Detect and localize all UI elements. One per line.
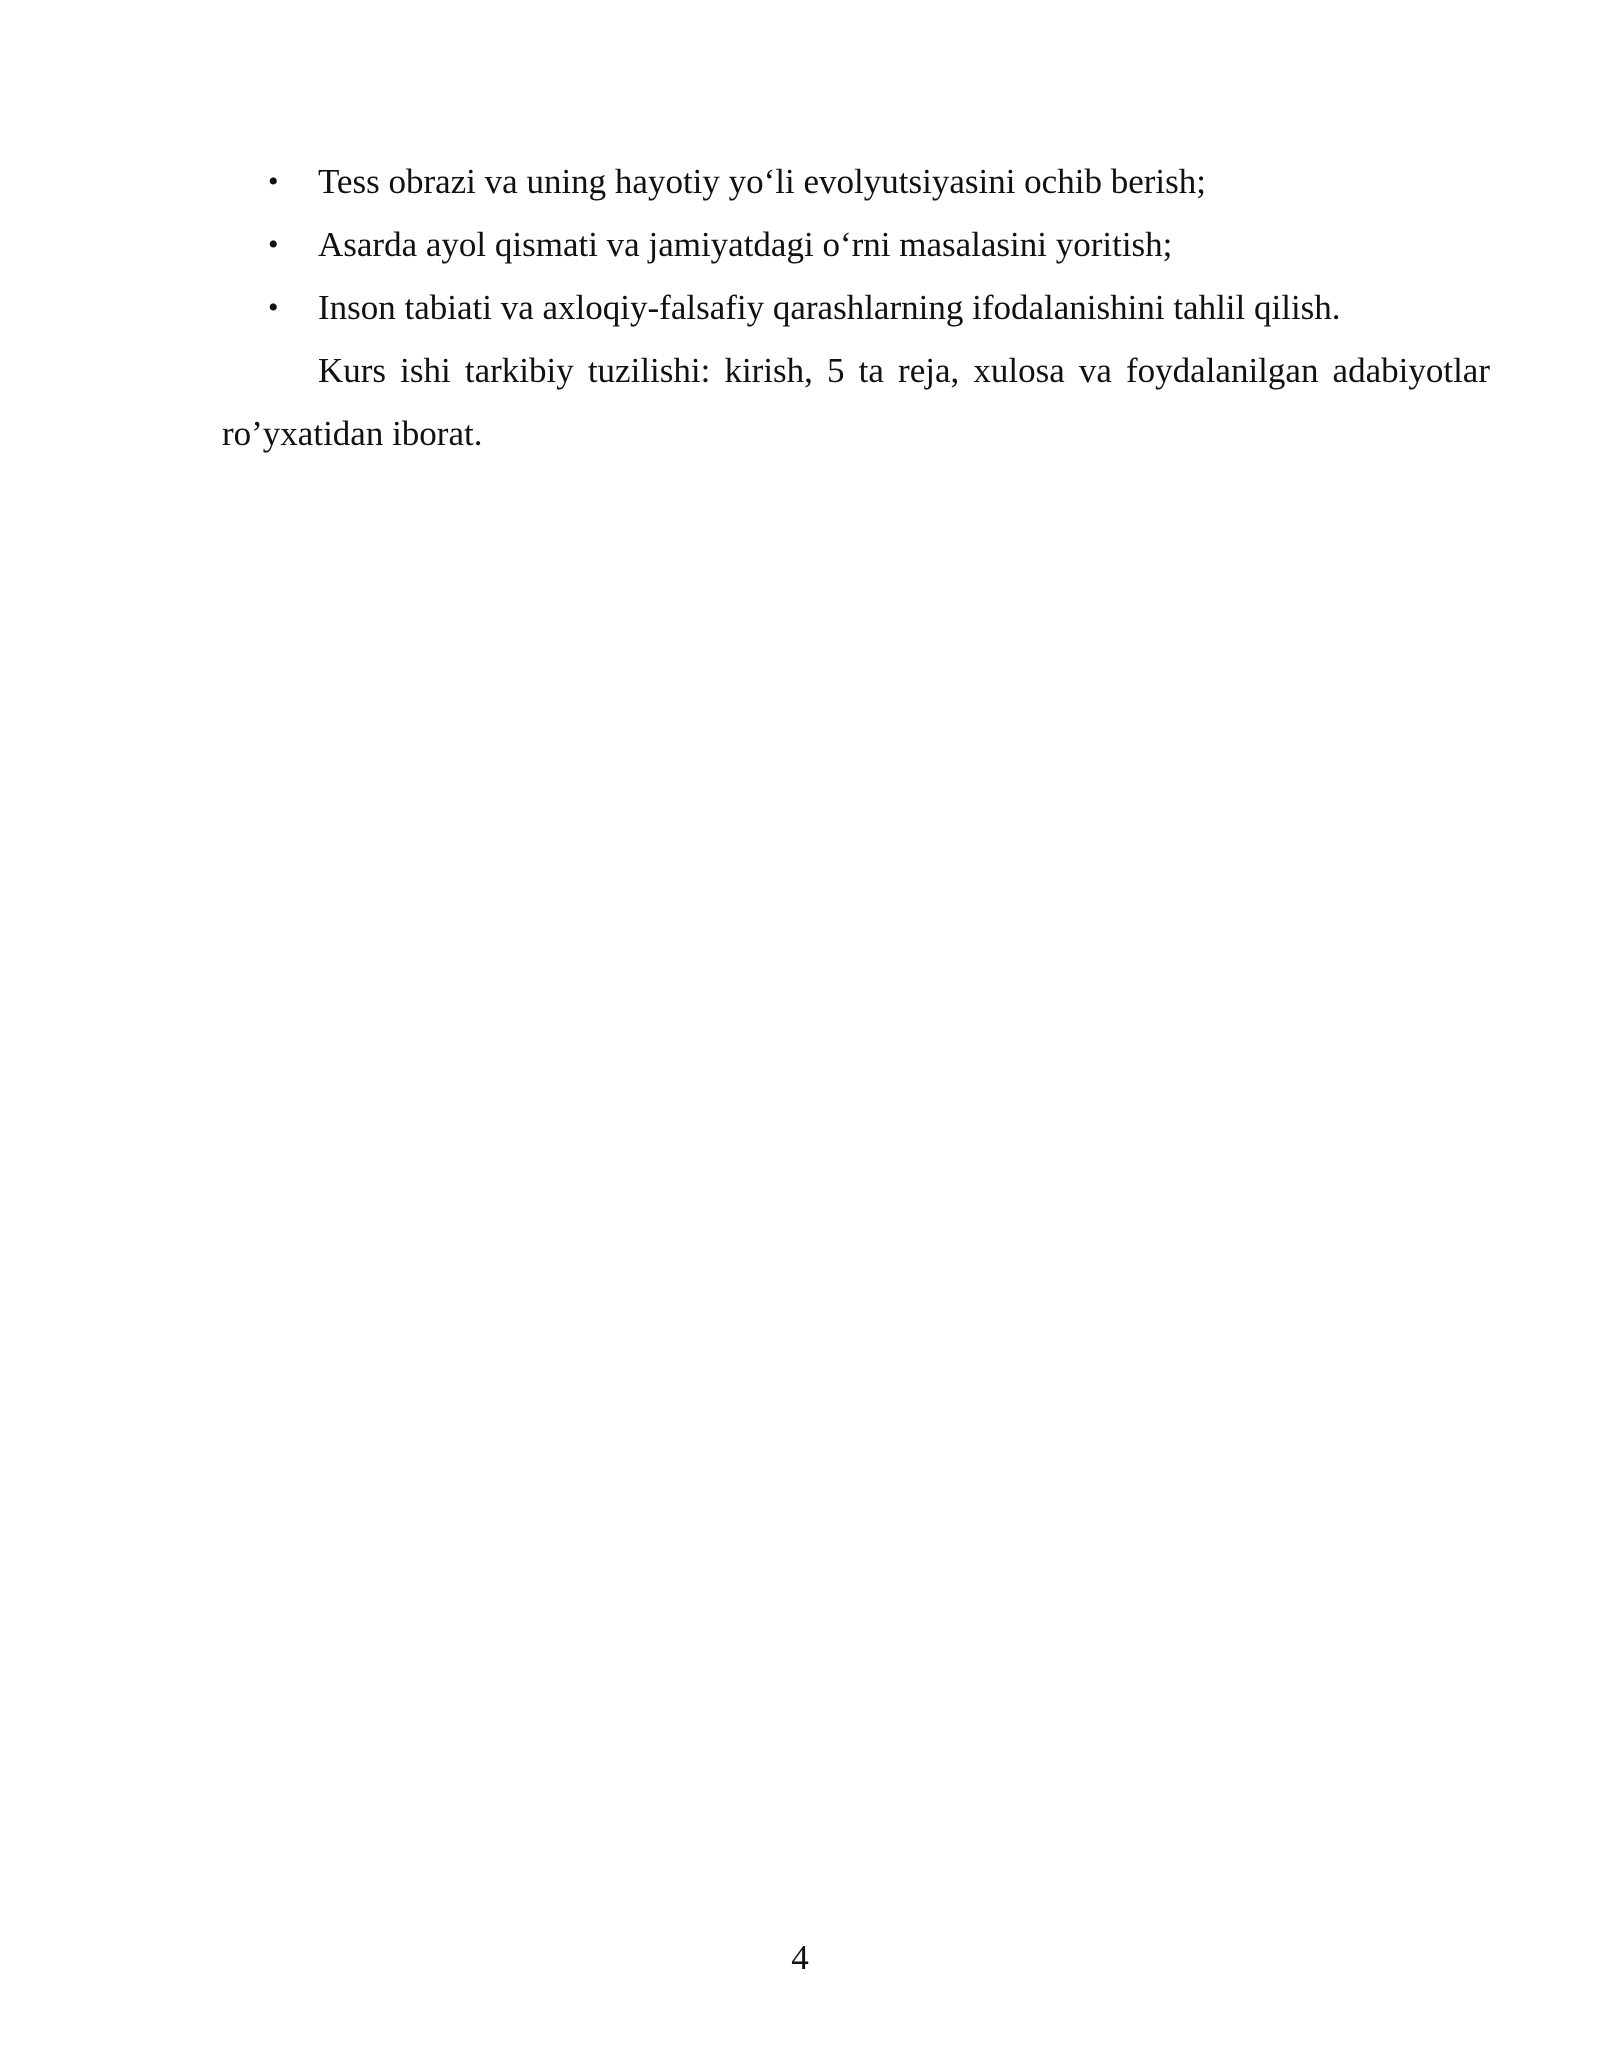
page-number: 4 (791, 1938, 809, 1977)
structure-paragraph: Kurs ishi tarkibiy tuzilishi: kirish, 5 ta reja, xulosa va foydalanilgan adabiyotlar ro’yxatidan iborat. (222, 351, 1490, 453)
bullet-icon: • (268, 228, 279, 261)
list-item-text: Asarda ayol qismati va jamiyatdagi o‘rni masalasini yoritish; (318, 225, 1173, 264)
list-item (222, 276, 1490, 339)
bullet-icon: • (268, 291, 279, 324)
list-item (222, 213, 1490, 276)
list-item (222, 150, 1490, 213)
list-item-text: Inson tabiati va axloqiy-falsafiy qarashlarning ifodalanishini tahlil qilish. (318, 288, 1341, 327)
list-item-text: Tess obrazi va uning hayotiy yo‘li evolyutsiyasini ochib berish; (318, 162, 1206, 201)
page-content (222, 150, 1490, 465)
bullet-list (222, 150, 1490, 339)
bullet-icon: • (268, 165, 279, 198)
